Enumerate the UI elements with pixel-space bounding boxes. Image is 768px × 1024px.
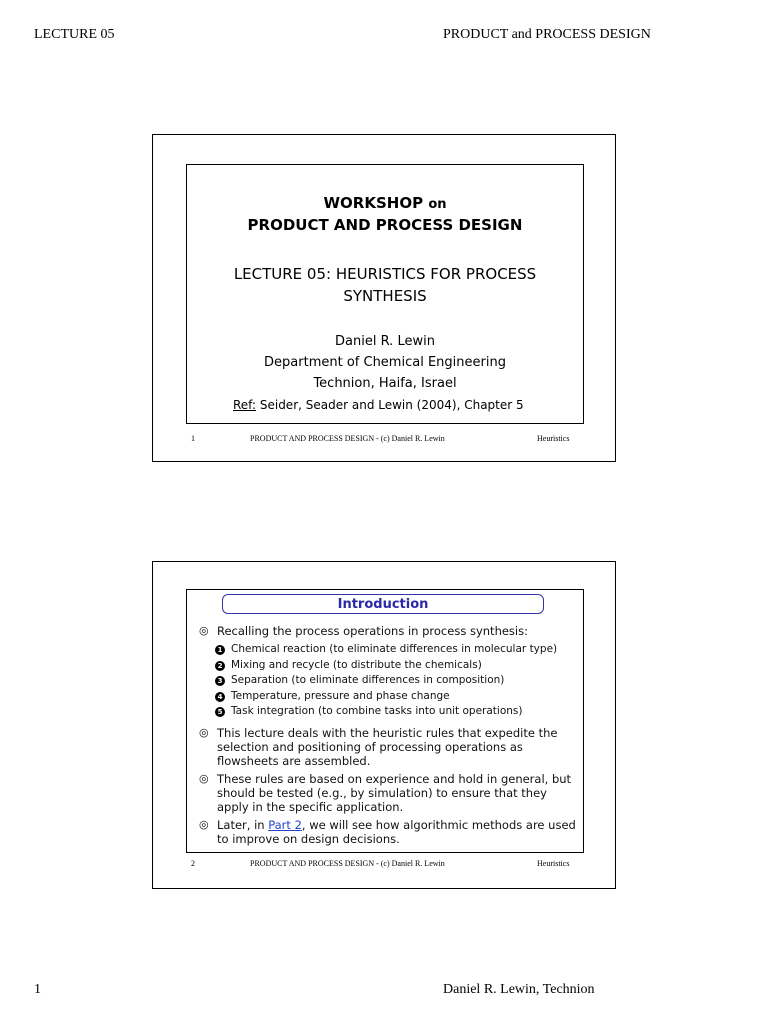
workshop-title <box>187 193 583 235</box>
workshop-on: on <box>428 197 447 212</box>
bullet-text-post: , we will see how algorithmic methods are used to improve on design decisions. <box>217 817 576 846</box>
reference <box>233 398 524 412</box>
slide-footer-center: PRODUCT AND PROCESS DESIGN - (c) Daniel R. Lewin <box>250 434 445 443</box>
sub-item-text: Separation (to eliminate differences in composition) <box>231 674 505 686</box>
slide-footer-right: Heuristics <box>537 859 570 868</box>
bullet-icon: ◎ <box>199 624 209 637</box>
slide-2-footer <box>153 859 615 873</box>
number-icon: 5 <box>215 707 225 717</box>
bullet-icon: ◎ <box>199 771 209 785</box>
slide-number: 1 <box>191 434 195 443</box>
slide-1 <box>152 134 616 462</box>
bullet-text: These rules are based on experience and hold in general, but should be tested (e.g., by simulation) to ensure that they apply in the specific application. <box>217 771 572 814</box>
number-icon: 4 <box>215 692 225 702</box>
author-name: Daniel R. Lewin <box>335 334 435 349</box>
bullet-list <box>199 624 579 850</box>
slide-title: Introduction <box>222 594 544 614</box>
bullet-icon: ◎ <box>199 725 209 739</box>
sub-list <box>215 642 579 720</box>
workshop-word: WORKSHOP <box>323 194 424 212</box>
sub-item <box>215 689 579 705</box>
page-header-right: PRODUCT and PROCESS DESIGN <box>443 27 651 42</box>
page-header-left: LECTURE 05 <box>34 27 115 42</box>
sub-item <box>215 658 579 674</box>
bullet-text: This lecture deals with the heuristic rules that expedite the selection and positioning of processing operations as flowsheets are assembled. <box>217 725 558 768</box>
author-department: Department of Chemical Engineering <box>264 355 506 370</box>
bullet-text-pre: Later, in <box>217 817 269 832</box>
author-block <box>187 331 583 394</box>
author-institution: Technion, Haifa, Israel <box>313 376 457 391</box>
number-icon: 2 <box>215 661 225 671</box>
lecture-title-line2: SYNTHESIS <box>343 287 427 305</box>
bullet-icon: ◎ <box>199 817 209 831</box>
sub-item <box>215 642 579 658</box>
slide-2-content <box>186 589 584 853</box>
reference-text: Seider, Seader and Lewin (2004), Chapter 5 <box>259 398 524 412</box>
bullet-item <box>199 772 579 814</box>
bullet-text <box>217 818 576 846</box>
part-2-link[interactable]: Part 2 <box>268 817 302 832</box>
lecture-title-line1: LECTURE 05: HEURISTICS FOR PROCESS <box>233 265 537 283</box>
slide-2 <box>152 561 616 889</box>
workshop-subtitle: PRODUCT AND PROCESS DESIGN <box>247 216 523 234</box>
slide-1-footer <box>153 434 615 448</box>
bullet-item <box>199 624 579 638</box>
bullet-item <box>199 818 579 846</box>
slide-footer-center: PRODUCT AND PROCESS DESIGN - (c) Daniel R. Lewin <box>250 859 445 868</box>
sub-item-text: Mixing and recycle (to distribute the chemicals) <box>231 658 482 671</box>
number-icon: 3 <box>215 676 225 686</box>
bullet-item <box>199 726 579 768</box>
number-icon: 1 <box>215 645 225 655</box>
page-number: 1 <box>34 982 41 997</box>
slide-number: 2 <box>191 859 195 868</box>
lecture-title <box>187 263 583 307</box>
sub-item-text: Task integration (to combine tasks into unit operations) <box>231 705 523 717</box>
sub-item-text: Chemical reaction (to eliminate differences in molecular type) <box>231 643 558 655</box>
sub-item-text: Temperature, pressure and phase change <box>231 689 450 702</box>
slide-1-content <box>186 164 584 424</box>
sub-item <box>215 704 579 720</box>
reference-label: Ref: <box>233 398 257 412</box>
slide-footer-right: Heuristics <box>537 434 570 443</box>
bullet-text: Recalling the process operations in process synthesis: <box>217 624 528 638</box>
page-footer-right: Daniel R. Lewin, Technion <box>443 982 595 997</box>
sub-item <box>215 673 579 689</box>
